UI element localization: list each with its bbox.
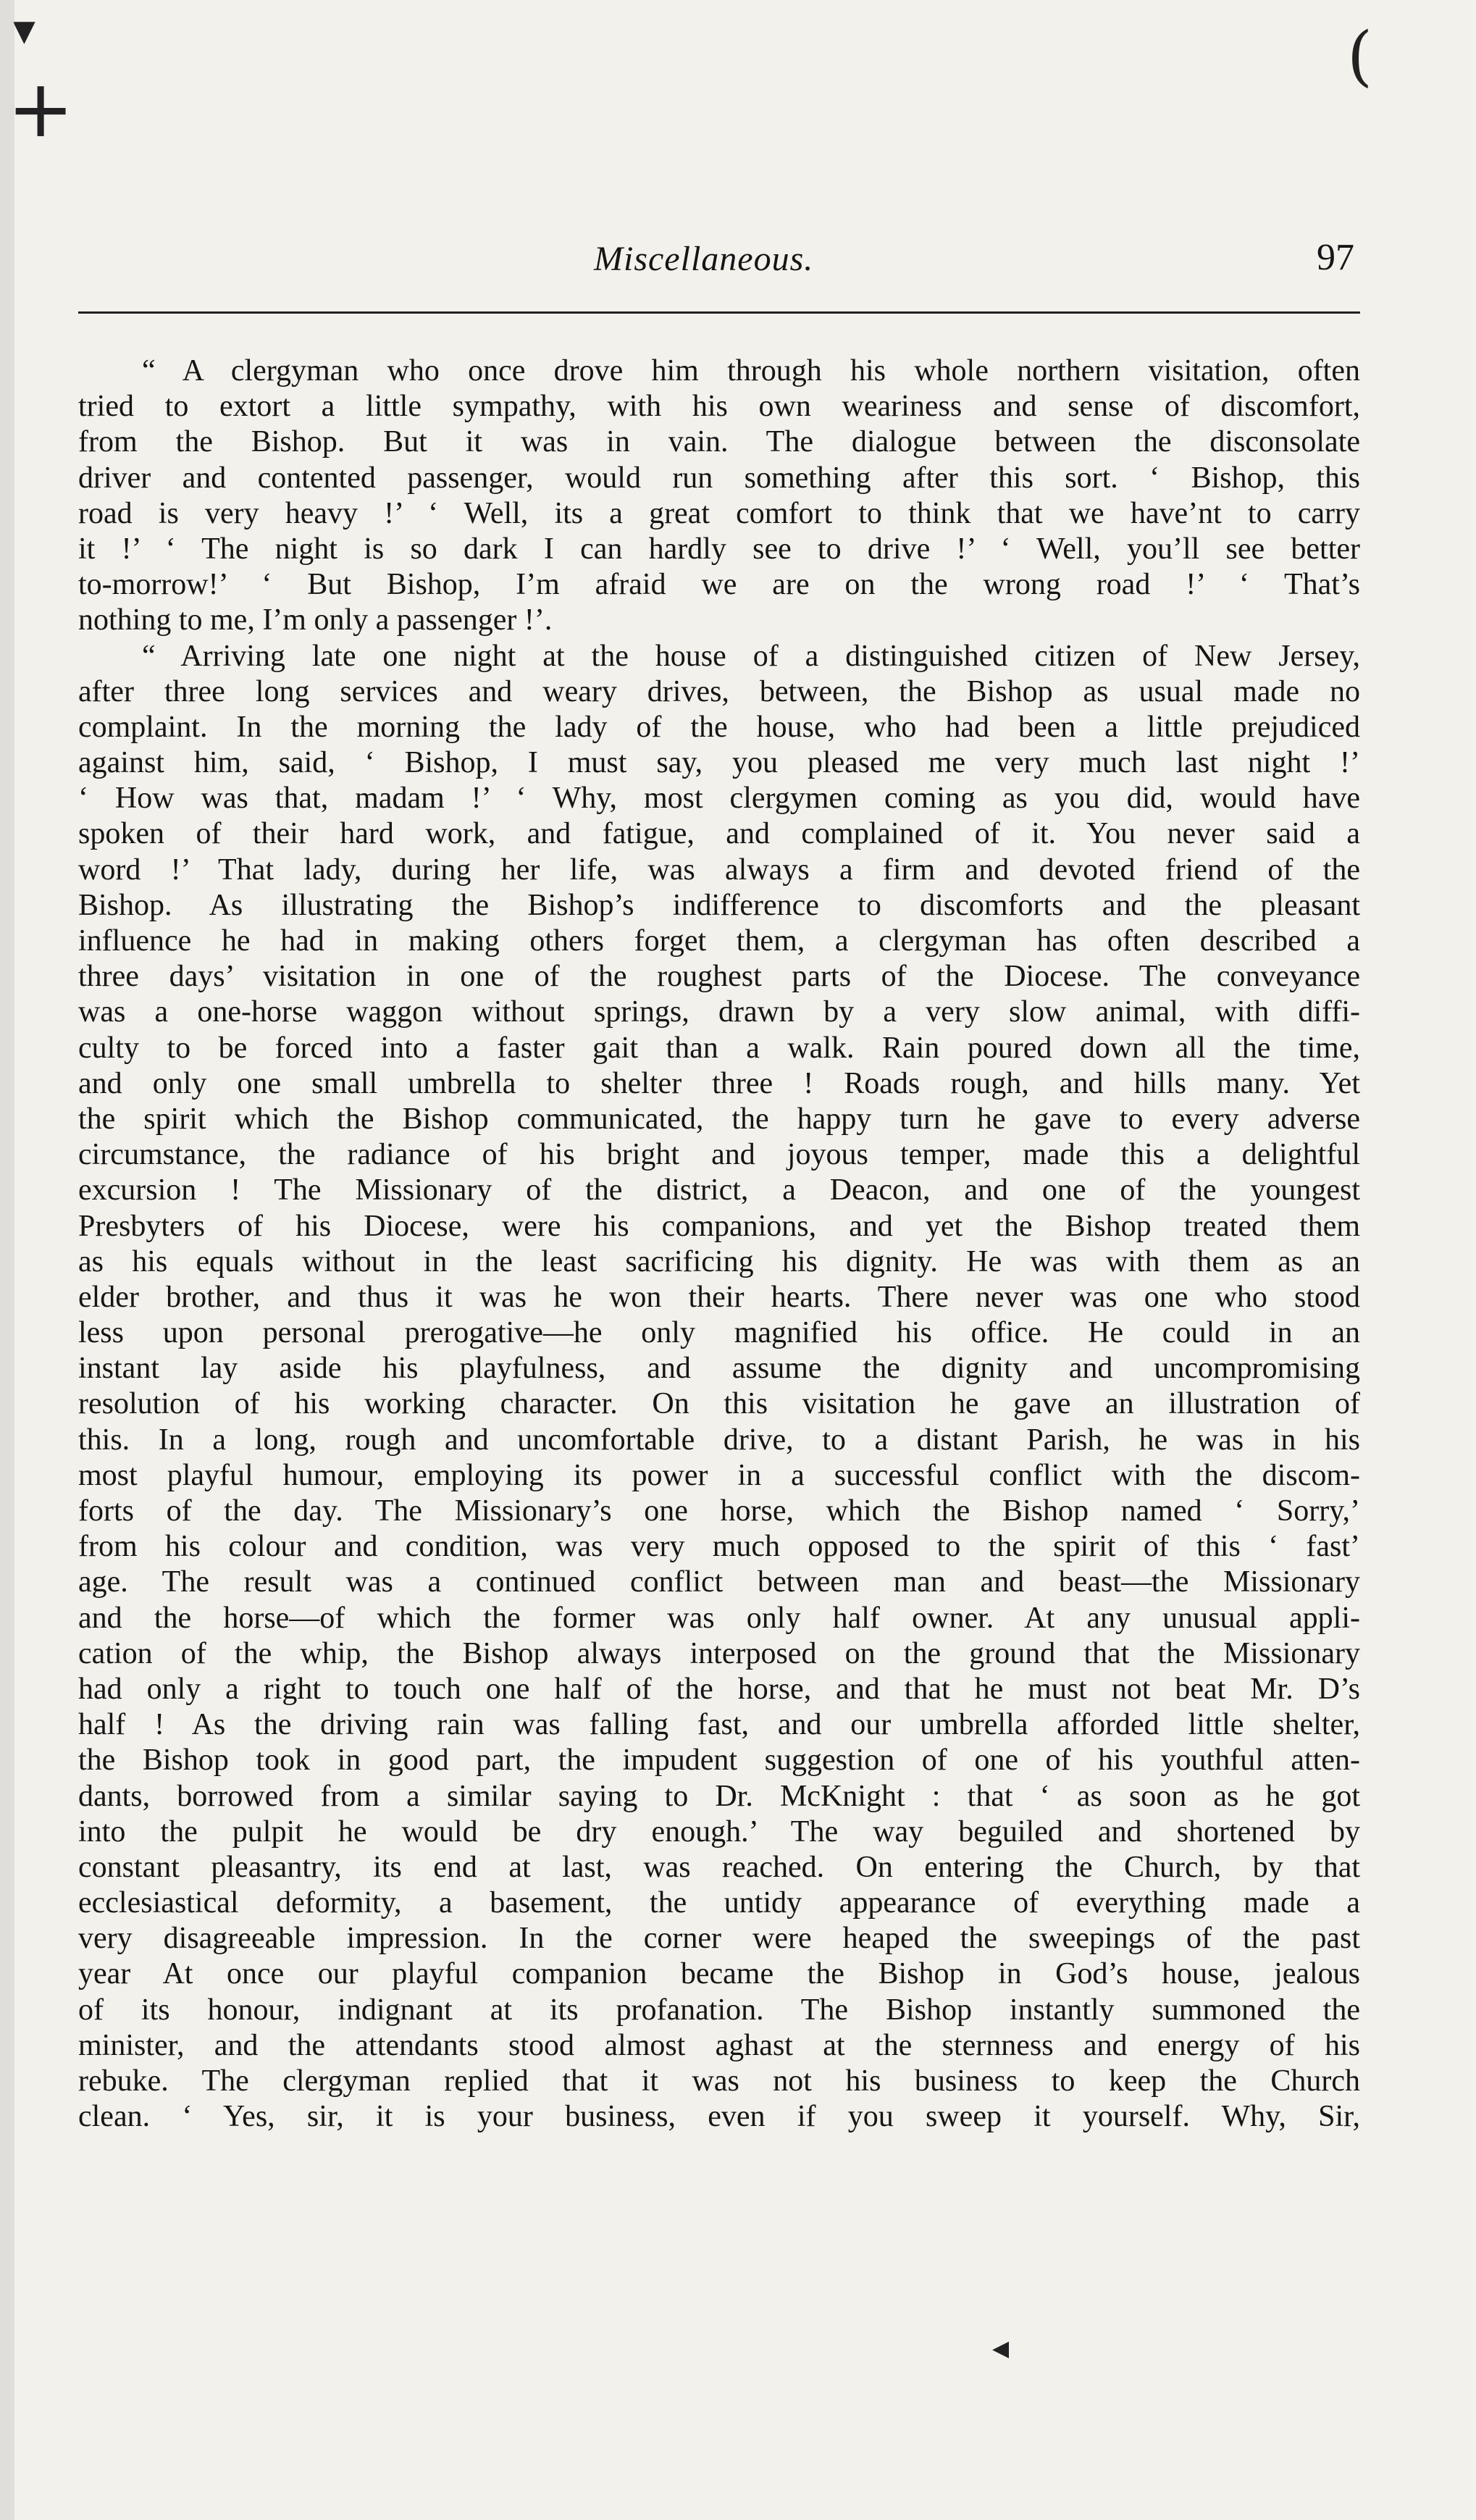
- text-line: cation of the whip, the Bishop always interposed on the ground that the Missionary: [78, 1636, 1360, 1670]
- margin-tick-mark: ▼: [13, 14, 35, 48]
- text-line: ecclesiastical deformity, a basement, the untidy appearance of everything made a: [78, 1886, 1360, 1920]
- text-line: instant lay aside his playfulness, and assume the dignity and uncompromising: [78, 1352, 1360, 1386]
- text-line: word !’ That lady, during her life, was always a firm and devoted friend of the: [78, 853, 1360, 887]
- text-line: driver and contented passenger, would run something after this sort. ‘ Bishop, this: [78, 461, 1360, 495]
- text-line: complaint. In the morning the lady of the house, who had been a little prejudiced: [78, 710, 1360, 744]
- text-line: age. The result was a continued conflict between man and beast—the Missionary: [78, 1565, 1360, 1599]
- text-line: into the pulpit he would be dry enough.’ The way beguiled and shortened by: [78, 1814, 1360, 1849]
- text-line: “ Arriving late one night at the house of a distinguished citizen of New Jersey,: [142, 639, 1360, 673]
- text-line: year At once our playful companion became the Bishop in God’s house, jealous: [78, 1957, 1360, 1991]
- running-head: Miscellaneous.: [594, 240, 814, 278]
- text-line: dants, borrowed from a similar saying to Dr. McKnight : that ‘ as soon as he got: [78, 1779, 1360, 1813]
- text-line: road is very heavy !’ ‘ Well, its a great comfort to think that we have’nt to carry: [78, 496, 1360, 530]
- page-header: [78, 239, 1360, 297]
- text-line: Presbyters of his Diocese, were his companions, and yet the Bishop treated them: [78, 1209, 1360, 1243]
- margin-edge-shadow: [0, 0, 14, 2520]
- text-line: had only a right to touch one half of the horse, and that he must not beat Mr. D’s: [78, 1672, 1360, 1706]
- text-line: circumstance, the radiance of his bright and joyous temper, made this a delightful: [78, 1138, 1360, 1172]
- text-line: elder brother, and thus it was he won their hearts. There never was one who stood: [78, 1280, 1360, 1314]
- paragraph-1: [78, 353, 1360, 639]
- text-line: was a one-horse waggon without springs, drawn by a very slow animal, with diffi-: [78, 995, 1360, 1029]
- text-line: and the horse—of which the former was only half owner. At any unusual appli-: [78, 1601, 1360, 1635]
- page-number: 97: [1317, 237, 1354, 278]
- text-line: spoken of their hard work, and fatigue, and complained of it. You never said a: [78, 817, 1360, 851]
- header-rule: [78, 311, 1360, 314]
- text-line: culty to be forced into a faster gait than a walk. Rain poured down all the time,: [78, 1031, 1360, 1065]
- text-line: most playful humour, employing its power in a successful conflict with the discom-: [78, 1458, 1360, 1492]
- margin-tick-mark: (: [1347, 18, 1373, 94]
- body-text: [78, 353, 1360, 2135]
- text-line: Bishop. As illustrating the Bishop’s indifference to discomforts and the pleasant: [78, 888, 1360, 922]
- text-line: influence he had in making others forget them, a clergyman has often described a: [78, 924, 1360, 958]
- text-line: from his colour and condition, was very much opposed to the spirit of this ‘ fast’: [78, 1530, 1360, 1564]
- text-line: very disagreeable impression. In the corner were heaped the sweepings of the past: [78, 1922, 1360, 1956]
- text-line: three days’ visitation in one of the roughest parts of the Diocese. The conveyance: [78, 960, 1360, 994]
- text-line: the Bishop took in good part, the impudent suggestion of one of his youthful atten-: [78, 1744, 1360, 1778]
- text-line: excursion ! The Missionary of the district, a Deacon, and one of the youngest: [78, 1173, 1360, 1207]
- text-line: nothing to me, I’m only a passenger !’.: [78, 603, 553, 637]
- text-line: half ! As the driving rain was falling fast, and our umbrella afforded little shelter,: [78, 1708, 1360, 1742]
- text-line: the spirit which the Bishop communicated, the happy turn he gave to every adverse: [78, 1102, 1360, 1136]
- text-line: forts of the day. The Missionary’s one horse, which the Bishop named ‘ Sorry,’: [78, 1494, 1360, 1528]
- text-line: rebuke. The clergyman replied that it was not his business to keep the Church: [78, 2064, 1360, 2098]
- text-line: as his equals without in the least sacrificing his dignity. He was with them as an: [78, 1244, 1360, 1278]
- text-line: and only one small umbrella to shelter three ! Roads rough, and hills many. Yet: [78, 1066, 1360, 1100]
- text-line: from the Bishop. But it was in vain. The dialogue between the disconsolate: [78, 425, 1360, 459]
- text-line: constant pleasantry, its end at last, was reached. On entering the Church, by that: [78, 1850, 1360, 1884]
- paragraph-2: [78, 639, 1360, 2135]
- text-line: less upon personal prerogative—he only magnified his office. He could in an: [78, 1316, 1360, 1350]
- text-line: this. In a long, rough and uncomfortable drive, to a distant Parish, he was in his: [78, 1423, 1360, 1457]
- text-line: ‘ How was that, madam !’ ‘ Why, most clergymen coming as you did, would have: [78, 782, 1360, 816]
- bottom-margin-mark: ◀: [992, 2336, 1010, 2361]
- text-line: resolution of his working character. On this visitation he gave an illustration of: [78, 1387, 1360, 1421]
- text-line: after three long services and weary drives, between, the Bishop as usual made no: [78, 674, 1360, 708]
- margin-cross-mark: +: [7, 62, 75, 155]
- text-line: against him, said, ‘ Bishop, I must say, you pleased me very much last night !’: [78, 746, 1360, 780]
- text-line: tried to extort a little sympathy, with his own weariness and sense of discomfort,: [78, 390, 1360, 424]
- text-line: “ A clergyman who once drove him through his whole northern visitation, often: [142, 354, 1360, 388]
- text-line: to-morrow!’ ‘ But Bishop, I’m afraid we are on the wrong road !’ ‘ That’s: [78, 568, 1360, 602]
- text-line: clean. ‘ Yes, sir, it is your business, even if you sweep it yourself. Why, Sir,: [78, 2100, 1360, 2134]
- text-line: of its honour, indignant at its profanation. The Bishop instantly summoned the: [78, 1993, 1360, 2027]
- text-line: minister, and the attendants stood almost aghast at the sternness and energy of his: [78, 2028, 1360, 2062]
- text-line: it !’ ‘ The night is so dark I can hardly see to drive !’ ‘ Well, you’ll see better: [78, 532, 1360, 566]
